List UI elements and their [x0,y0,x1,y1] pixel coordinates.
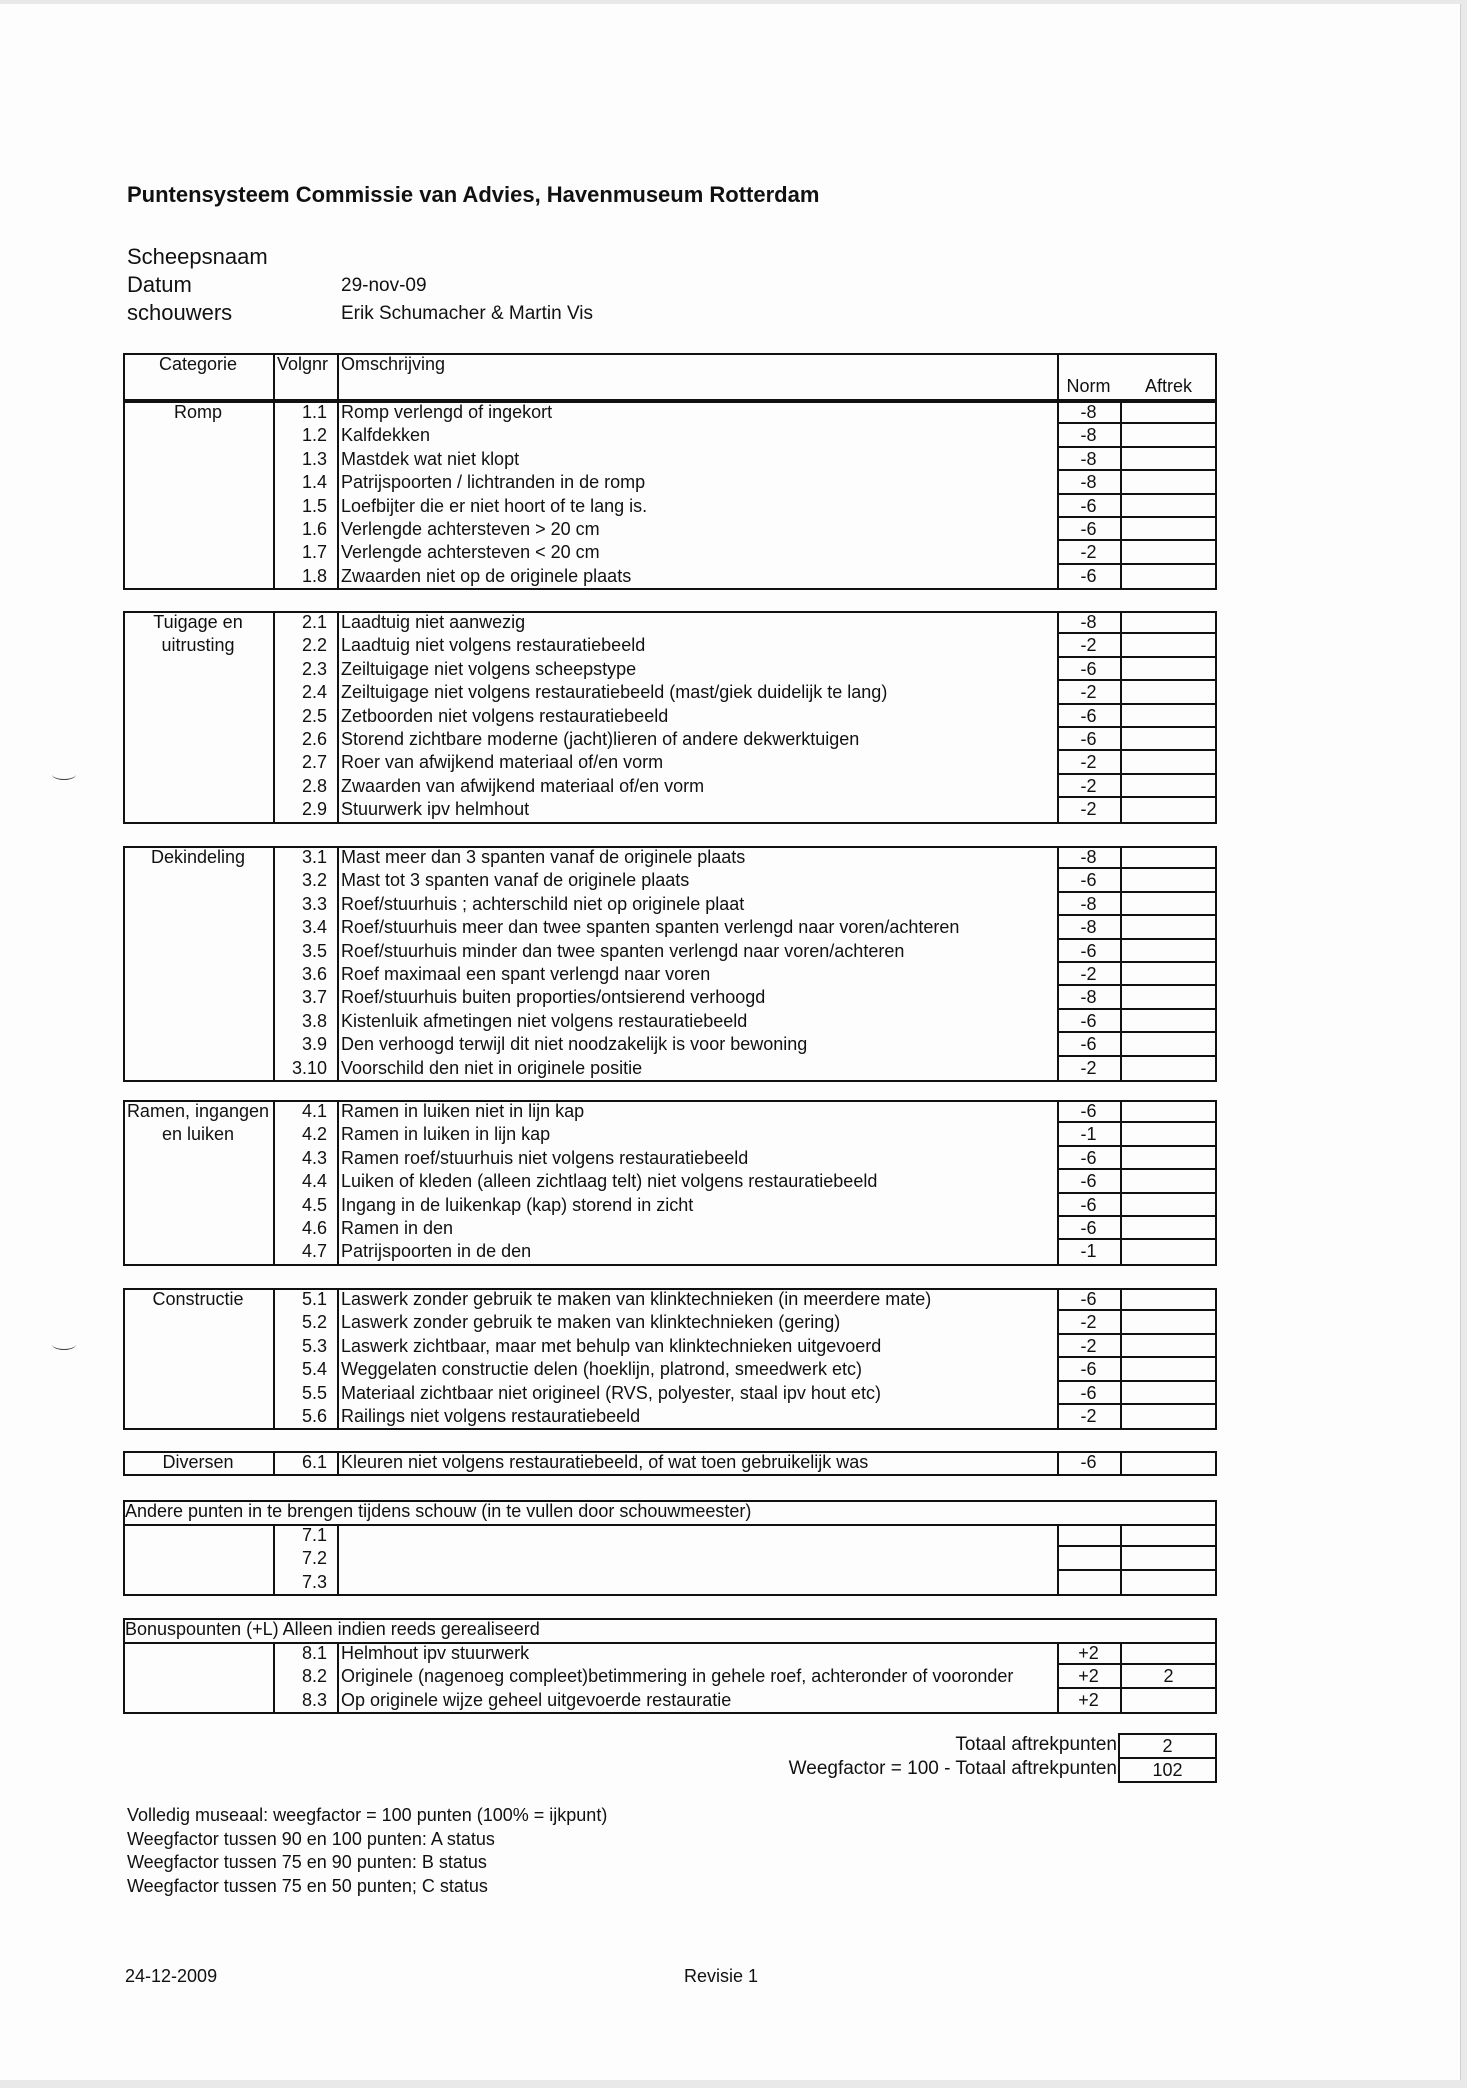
legend [127,1804,607,1898]
viewers-value: Erik Schumacher & Martin Vis [341,303,594,324]
item-number: 6.1 [301,1452,327,1472]
item-description[interactable]: Helmhout ipv stuurwerk [341,1643,530,1663]
table-row [123,1010,1217,1033]
item-number: 2.8 [301,775,327,796]
item-deduction[interactable] [1120,1240,1217,1263]
item-number: 5.3 [301,1335,327,1356]
item-description: Loefbijter die er niet hoort of te lang is. [341,495,648,516]
table-row [123,940,1217,963]
item-deduction[interactable] [1120,893,1217,916]
legend-line: Weegfactor tussen 75 en 50 punten; C status [127,1875,488,1896]
item-description: Roef/stuurhuis buiten proporties/ontsierend verhoogd [341,987,766,1008]
section-5 [123,1288,1217,1430]
date-value: 29-nov-09 [341,275,427,296]
item-deduction[interactable] [1120,705,1217,728]
table-row [123,518,1217,541]
item-number: 1.4 [301,472,327,493]
table-row [123,775,1217,798]
item-number: 2.9 [301,799,327,820]
table-row [123,963,1217,986]
item-deduction[interactable] [1120,869,1217,892]
item-deduction[interactable] [1120,775,1217,798]
item-norm: -8 [1080,425,1097,446]
item-norm: -1 [1080,1124,1097,1145]
item-description: Mast tot 3 spanten vanaf de originele plaats [341,870,690,891]
table-row [123,1571,1217,1594]
category-label-line: Constructie [152,1289,244,1309]
item-description: Roer van afwijkend materiaal of/en vorm [341,752,664,773]
item-deduction[interactable] [1120,565,1217,588]
item-number: 1.1 [301,402,327,422]
item-norm: -6 [1080,565,1097,586]
category-label-line: Diversen [162,1452,234,1472]
item-norm: -6 [1080,658,1097,679]
item-deduction[interactable]: 2 [1163,1666,1174,1687]
item-norm: -6 [1080,518,1097,539]
footer-date: 24-12-2009 [125,1966,218,1986]
item-number: 1.8 [301,565,327,586]
item-number: 8.2 [301,1666,327,1687]
item-description: Laadtuig niet aanwezig [341,612,526,632]
item-deduction[interactable] [1120,1382,1217,1405]
viewers-label: schouwers [127,300,233,325]
item-norm: -6 [1080,1194,1097,1215]
item-norm: -2 [1080,542,1097,563]
item-norm: -6 [1080,495,1097,516]
category-label-line: uitrusting [161,635,235,656]
item-description: Railings niet volgens restauratiebeeld [341,1405,641,1426]
item-deduction[interactable] [1120,798,1217,821]
item-norm: -2 [1080,1335,1097,1356]
item-deduction[interactable] [1120,1010,1217,1033]
other-points-caption: Andere punten in te brengen tijdens schouw (in te vullen door schouwmeester) [125,1501,752,1521]
item-description: Verlengde achtersteven > 20 cm [341,518,600,539]
item-number: 3.2 [301,870,327,891]
item-deduction[interactable] [1120,940,1217,963]
item-deduction[interactable] [1120,728,1217,751]
item-number: 8.1 [301,1643,327,1663]
item-number: 7.2 [301,1548,327,1569]
scan-mark [52,1339,76,1350]
table-row [123,1335,1217,1358]
bonus-caption: Bonuspounten (+L) Alleen indien reeds gerealiseerd [125,1619,540,1639]
item-number: 4.1 [301,1101,327,1121]
item-deduction[interactable] [1120,1194,1217,1217]
item-norm [1057,1571,1120,1594]
item-deduction[interactable] [1120,963,1217,986]
item-deduction[interactable] [1120,681,1217,704]
item-deduction[interactable] [1120,1311,1217,1334]
legend-line: Weegfactor tussen 90 en 100 punten: A status [127,1828,495,1849]
item-description: Zeiltuigage niet volgens restauratiebeeld (mast/giek duidelijk te lang) [341,682,888,703]
section-3 [123,846,1217,1082]
table-row [123,798,1217,821]
other-points-section [123,1500,1217,1596]
footer-revision: Revisie 1 [684,1966,759,1986]
item-norm: -6 [1080,1359,1097,1380]
item-number: 5.2 [301,1312,327,1333]
item-number: 3.4 [301,917,327,938]
date-label: Datum [127,272,192,297]
table-row [123,1665,1217,1688]
table-row [123,1358,1217,1381]
item-norm: +2 [1078,1666,1099,1687]
item-description[interactable]: Originele (nagenoeg compleet)betimmering in gehele roef, achteronder of vooronder [341,1666,1014,1687]
item-norm: -6 [1080,1101,1097,1121]
item-deduction[interactable] [1120,1335,1217,1358]
item-description: Laswerk zichtbaar, maar met behulp van klinktechnieken uitgevoerd [341,1335,882,1356]
category-label-line: Dekindeling [150,847,246,867]
item-deduction[interactable] [1120,1451,1217,1474]
table-row [123,1689,1217,1712]
item-deduction[interactable] [1120,448,1217,471]
column-header [123,353,1217,401]
item-number: 5.1 [301,1289,327,1309]
category-label-line: Ramen, ingangen [126,1101,270,1121]
item-norm: -1 [1080,1241,1097,1262]
table-row [123,728,1217,751]
table-row [123,541,1217,564]
item-number: 2.2 [301,635,327,656]
item-number: 4.6 [301,1217,327,1238]
item-number: 7.1 [301,1525,327,1545]
table-row [123,1100,1217,1123]
item-deduction[interactable] [1120,1057,1217,1080]
item-norm: -8 [1080,893,1097,914]
section-2 [123,611,1217,824]
col-description: Omschrijving [341,354,446,374]
item-number: 1.2 [301,425,327,446]
section-6 [123,1451,1217,1476]
item-norm: -8 [1080,448,1097,469]
item-description: Romp verlengd of ingekort [341,402,553,422]
item-description: Verlengde achtersteven < 20 cm [341,542,600,563]
item-deduction[interactable] [1120,611,1217,634]
item-norm: -6 [1080,1171,1097,1192]
item-norm: -6 [1080,1034,1097,1055]
item-description: Materiaal zichtbaar niet origineel (RVS, polyester, staal ipv hout etc) [341,1382,881,1403]
document-page [0,4,1461,2080]
item-norm: -6 [1080,705,1097,726]
item-description: Patrijspoorten in de den [341,1241,532,1262]
category-label-line: Tuigage en [153,612,243,632]
item-description: Roef/stuurhuis minder dan twee spanten verlengd naar voren/achteren [341,940,905,961]
item-number: 5.4 [301,1359,327,1380]
item-number: 3.10 [291,1057,327,1078]
item-deduction[interactable] [1120,518,1217,541]
item-number: 4.4 [301,1171,327,1192]
item-deduction[interactable] [1120,1147,1217,1170]
item-deduction[interactable] [1120,471,1217,494]
item-deduction[interactable] [1120,916,1217,939]
table-row [123,1194,1217,1217]
item-number: 4.3 [301,1147,327,1168]
item-description: Ramen in luiken niet in lijn kap [341,1101,585,1121]
item-norm: -8 [1080,987,1097,1008]
table-row [123,565,1217,588]
total-deduction-label: Totaal aftrekpunten [955,1734,1117,1755]
item-norm [1057,1547,1120,1570]
item-description: Kalfdekken [341,425,431,446]
table-row [123,1547,1217,1570]
section-4 [123,1100,1217,1266]
table-row [123,1524,1217,1547]
item-number: 2.3 [301,658,327,679]
item-description: Zeiltuigage niet volgens scheepstype [341,658,637,679]
item-deduction[interactable] [1120,1642,1217,1665]
item-description: Den verhoogd terwijl dit niet noodzakelijk is voor bewoning [341,1034,808,1055]
item-norm [1057,1524,1120,1547]
item-number: 1.5 [301,495,327,516]
item-norm: -8 [1080,612,1097,632]
item-description: Roef/stuurhuis ; achterschild niet op originele plaat [341,893,745,914]
col-deduction: Aftrek [1144,376,1192,396]
item-description: Mastdek wat niet klopt [341,448,520,469]
item-number: 2.1 [301,612,327,632]
col-norm: Norm [1066,376,1111,396]
table-row [123,1451,1217,1474]
item-number: 3.8 [301,1010,327,1031]
item-number: 2.4 [301,682,327,703]
item-description: Ramen in luiken in lijn kap [341,1124,551,1145]
item-deduction[interactable] [1120,1689,1217,1712]
item-description: Kleuren niet volgens restauratiebeeld, of wat toen gebruikelijk was [341,1452,869,1472]
item-norm: -6 [1080,728,1097,749]
table-row [123,1170,1217,1193]
table-row [123,611,1217,634]
table-row [123,495,1217,518]
item-number: 4.5 [301,1194,327,1215]
item-norm: -6 [1080,1289,1097,1309]
item-description: Zetboorden niet volgens restauratiebeeld [341,705,669,726]
item-norm: -6 [1080,870,1097,891]
item-description[interactable] [339,1524,1057,1547]
item-deduction[interactable] [1120,1358,1217,1381]
item-description: Kistenluik afmetingen niet volgens restauratiebeeld [341,1010,748,1031]
item-description: Ramen in den [341,1217,454,1238]
item-norm: -2 [1080,1057,1097,1078]
item-deduction[interactable] [1120,1288,1217,1311]
item-norm: -2 [1080,752,1097,773]
table-row [123,705,1217,728]
item-deduction[interactable] [1120,541,1217,564]
item-deduction[interactable] [1120,1405,1217,1428]
table-row [123,986,1217,1009]
ship-name-label: Scheepsnaam [127,244,268,269]
item-number: 1.7 [301,542,327,563]
item-norm: -6 [1080,1217,1097,1238]
table-row [123,471,1217,494]
item-number: 8.3 [301,1689,327,1710]
item-description: Laswerk zonder gebruik te maken van klinktechnieken (gering) [341,1312,841,1333]
scan-mark [52,769,76,780]
item-description: Mast meer dan 3 spanten vanaf de originele plaats [341,847,746,867]
weight-factor-value: 102 [1118,1757,1217,1783]
item-norm: -2 [1080,1312,1097,1333]
item-deduction[interactable] [1120,846,1217,869]
item-description: Weggelaten constructie delen (hoeklijn, platrond, smeedwerk etc) [341,1359,862,1380]
item-number: 7.3 [301,1571,327,1592]
table-row [123,1123,1217,1146]
item-number: 2.7 [301,752,327,773]
table-row [123,751,1217,774]
item-norm: -2 [1080,963,1097,984]
table-row [123,424,1217,447]
item-number: 4.2 [301,1124,327,1145]
item-norm: -8 [1080,847,1097,867]
item-deduction[interactable] [1120,751,1217,774]
item-number: 1.3 [301,448,327,469]
section-1 [123,401,1217,590]
item-number: 2.6 [301,728,327,749]
bonus-section [123,1618,1217,1714]
item-norm: -8 [1080,472,1097,493]
item-deduction[interactable] [1120,1217,1217,1240]
item-deduction[interactable] [1120,1033,1217,1056]
table-row [123,634,1217,657]
item-norm: -6 [1080,1382,1097,1403]
item-description: Zwaarden niet op de originele plaats [341,565,632,586]
col-number: Volgnr [277,354,329,374]
item-norm: -2 [1080,1405,1097,1426]
item-description: Roef/stuurhuis meer dan twee spanten spanten verlengd naar voren/achteren [341,917,960,938]
item-norm: +2 [1078,1643,1099,1663]
table-row [123,681,1217,704]
item-deduction[interactable] [1120,401,1217,424]
item-deduction[interactable] [1120,424,1217,447]
table-row [123,1033,1217,1056]
item-norm: -6 [1080,1147,1097,1168]
item-norm: -8 [1080,917,1097,938]
item-deduction[interactable] [1120,1547,1217,1570]
item-description: Laadtuig niet volgens restauratiebeeld [341,635,646,656]
col-category: Categorie [158,354,238,374]
item-number: 1.6 [301,518,327,539]
category-label-line: Romp [173,402,222,422]
item-norm: -2 [1080,775,1097,796]
table-row [123,1057,1217,1080]
item-number: 3.3 [301,893,327,914]
item-description: Voorschild den niet in originele positie [341,1057,643,1078]
table-row [123,1288,1217,1311]
item-description: Ingang in de luikenkap (kap) storend in zicht [341,1194,694,1215]
item-deduction[interactable] [1120,1571,1217,1594]
item-description: Laswerk zonder gebruik te maken van klinktechnieken (in meerdere mate) [341,1289,932,1309]
item-number: 3.1 [301,847,327,867]
table-row [123,658,1217,681]
table-row [123,448,1217,471]
table-row [123,401,1217,424]
item-deduction[interactable] [1120,1100,1217,1123]
table-row [123,1147,1217,1170]
item-description[interactable] [339,1571,1057,1594]
item-norm: -8 [1080,402,1097,422]
item-number: 4.7 [301,1241,327,1262]
item-number: 3.6 [301,963,327,984]
item-description: Ramen roef/stuurhuis niet volgens restauratiebeeld [341,1147,749,1168]
item-norm: -2 [1080,682,1097,703]
table-row [123,846,1217,869]
table-row [123,893,1217,916]
item-description: Luiken of kleden (alleen zichtlaag telt) niet volgens restauratiebeeld [341,1171,878,1192]
table-row [123,1405,1217,1428]
document-title: Puntensysteem Commissie van Advies, Havenmuseum Rotterdam [127,182,820,207]
item-description[interactable]: Op originele wijze geheel uitgevoerde restauratie [341,1689,732,1710]
item-deduction[interactable] [1120,658,1217,681]
item-norm: -6 [1080,1452,1097,1472]
item-norm: -6 [1080,1010,1097,1031]
item-deduction[interactable] [1120,986,1217,1009]
table-row [123,916,1217,939]
category-label-line: en luiken [161,1124,235,1145]
total-deduction-value: 2 [1118,1733,1217,1759]
item-description[interactable] [339,1547,1057,1570]
item-number: 5.5 [301,1382,327,1403]
item-number: 5.6 [301,1405,327,1426]
weight-factor-label: Weegfactor = 100 - Totaal aftrekpunten [788,1758,1117,1779]
item-deduction[interactable] [1120,634,1217,657]
table-row [123,1382,1217,1405]
item-number: 3.9 [301,1034,327,1055]
item-number: 3.7 [301,987,327,1008]
item-norm: -2 [1080,635,1097,656]
table-row [123,1240,1217,1263]
item-description: Zwaarden van afwijkend materiaal of/en vorm [341,775,705,796]
item-deduction[interactable] [1120,1123,1217,1146]
table-row [123,869,1217,892]
item-description: Storend zichtbare moderne (jacht)lieren of andere dekwerktuigen [341,728,860,749]
table-row [123,1217,1217,1240]
item-description: Roef maximaal een spant verlengd naar voren [341,963,711,984]
item-norm: -2 [1080,799,1097,820]
legend-line: Volledig museaal: weegfactor = 100 punten (100% = ijkpunt) [127,1805,608,1825]
item-description: Stuurwerk ipv helmhout [341,799,530,820]
legend-line: Weegfactor tussen 75 en 90 punten: B status [127,1852,487,1872]
item-norm: -6 [1080,940,1097,961]
item-norm: +2 [1078,1689,1099,1710]
item-number: 3.5 [301,940,327,961]
item-deduction[interactable] [1120,1170,1217,1193]
item-number: 2.5 [301,705,327,726]
table-row [123,1311,1217,1334]
table-row [123,1642,1217,1665]
item-deduction[interactable] [1120,1524,1217,1547]
item-description: Patrijspoorten / lichtranden in de romp [341,472,646,493]
item-deduction[interactable] [1120,495,1217,518]
